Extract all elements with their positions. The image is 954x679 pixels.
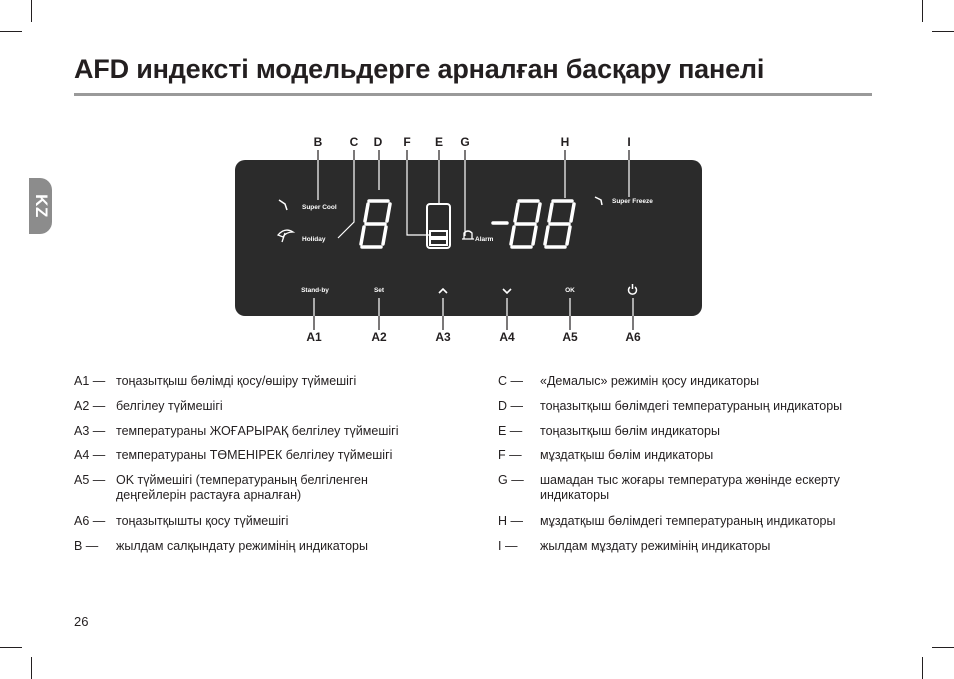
fridge-temperature-display: [361, 201, 390, 247]
standby-button[interactable]: [301, 287, 329, 294]
holiday-label: Holiday: [302, 236, 326, 243]
freezer-drawer-icon: [430, 231, 447, 237]
legend-description: мұздатқыш бөлім индикаторы: [540, 448, 714, 462]
super-freeze-label: Super Freeze: [612, 198, 653, 205]
legend-key: A1 —: [74, 374, 106, 388]
ok-button-label: OK: [565, 287, 575, 294]
callout-label-d: D: [373, 135, 383, 149]
legend-key: D —: [498, 399, 523, 413]
callout-label-i: I: [627, 135, 631, 149]
crop-mark: [922, 0, 923, 22]
legend-description: жылдам салқындату режимінің индикаторы: [116, 539, 368, 553]
chevron-down-icon: [503, 289, 511, 293]
callout-label-a6: A6: [625, 330, 641, 344]
crop-mark: [932, 31, 954, 32]
chevron-up-icon: [439, 289, 447, 293]
legend-description: шамадан тыс жоғары температура жөнінде ескерту индикаторы: [540, 473, 840, 502]
page-number: 26: [74, 614, 89, 629]
legend-description: жылдам мұздату режимінің индикаторы: [540, 539, 771, 553]
legend-key: A4 —: [74, 448, 106, 462]
crop-mark: [0, 31, 22, 32]
crop-mark: [922, 657, 923, 679]
callout-label-g: G: [460, 135, 470, 149]
super-cool-label: Super Cool: [302, 204, 337, 211]
crop-mark: [31, 0, 32, 22]
legend-key: A3 —: [74, 424, 106, 438]
set-button-label: Set: [373, 287, 385, 294]
callout-label-e: E: [434, 135, 443, 149]
callout-label-a1: A1: [306, 330, 322, 344]
legend-description: тоңазытқышты қосу түймешігі: [116, 514, 289, 528]
super-cool-indicator: [279, 200, 337, 211]
legend-left: [74, 374, 474, 564]
legend-key: H —: [498, 514, 523, 528]
legend-description: тоңазытқыш бөлімді қосу/өшіру түймешігі: [116, 374, 357, 388]
set-button[interactable]: [374, 287, 385, 294]
alarm-indicator: [462, 231, 494, 243]
legend-description: белгілеу түймешігі: [116, 399, 223, 413]
freezer-temperature-display: [493, 201, 574, 247]
super-cool-icon: [279, 200, 287, 210]
callout-label-f: F: [403, 135, 411, 149]
control-panel-graphic: [235, 160, 702, 316]
legend-description: температураны ЖОҒАРЫРАҚ белгілеу түймешігі: [116, 424, 399, 438]
language-tab-label: KZ: [31, 194, 51, 218]
legend-description: «Демалыс» режимін қосу индикаторы: [540, 374, 760, 388]
callout-label-h: H: [560, 135, 570, 149]
callout-label-a4: A4: [499, 330, 515, 344]
temperature-down-button[interactable]: [503, 289, 511, 293]
legend-description: OK түймешігі (температураның белгіленген деңгейлерін растауға арналған): [116, 473, 368, 502]
temperature-up-button[interactable]: [439, 289, 447, 293]
legend-description: тоңазытқыш бөлімдегі температураның индикаторы: [540, 399, 843, 413]
legend-key: C —: [498, 374, 523, 388]
super-freeze-indicator: [595, 197, 653, 205]
legend-key: A5 —: [74, 473, 106, 487]
crop-mark: [932, 647, 954, 648]
callout-label-b: B: [313, 135, 323, 149]
page-title: AFD индексті модельдерге арналған басқару панелі: [74, 54, 765, 84]
legend-key: A2 —: [74, 399, 106, 413]
super-freeze-icon: [595, 197, 602, 205]
power-button[interactable]: [629, 284, 637, 294]
alarm-label: Alarm: [475, 236, 494, 243]
title-rule: [74, 93, 872, 96]
legend-key: G —: [498, 473, 524, 487]
holiday-indicator: [278, 230, 326, 243]
legend-description: температураны ТӨМЕНІРЕК белгілеу түймешігі: [116, 448, 393, 462]
crop-mark: [31, 657, 32, 679]
legend-key: E —: [498, 424, 523, 438]
callout-label-c: C: [349, 135, 359, 149]
control-panel: [235, 160, 702, 316]
callout-label-a5: A5: [562, 330, 578, 344]
legend-key: F —: [498, 448, 522, 462]
ok-button[interactable]: [565, 287, 575, 294]
legend-key: A6 —: [74, 514, 106, 528]
legend-description: тоңазытқыш бөлім индикаторы: [540, 424, 720, 438]
legend-right: [498, 374, 898, 564]
legend-key: I —: [498, 539, 518, 553]
alarm-icon: [462, 231, 474, 239]
standby-button-label: Stand-by: [301, 287, 329, 294]
language-tab: [29, 178, 52, 234]
compartment-indicator: [427, 204, 450, 248]
legend-description: мұздатқыш бөлімдегі температураның индикаторы: [540, 514, 836, 528]
crop-mark: [0, 647, 22, 648]
callout-label-a2: A2: [371, 330, 387, 344]
legend-key: B —: [74, 539, 99, 553]
callout-label-a3: A3: [435, 330, 451, 344]
